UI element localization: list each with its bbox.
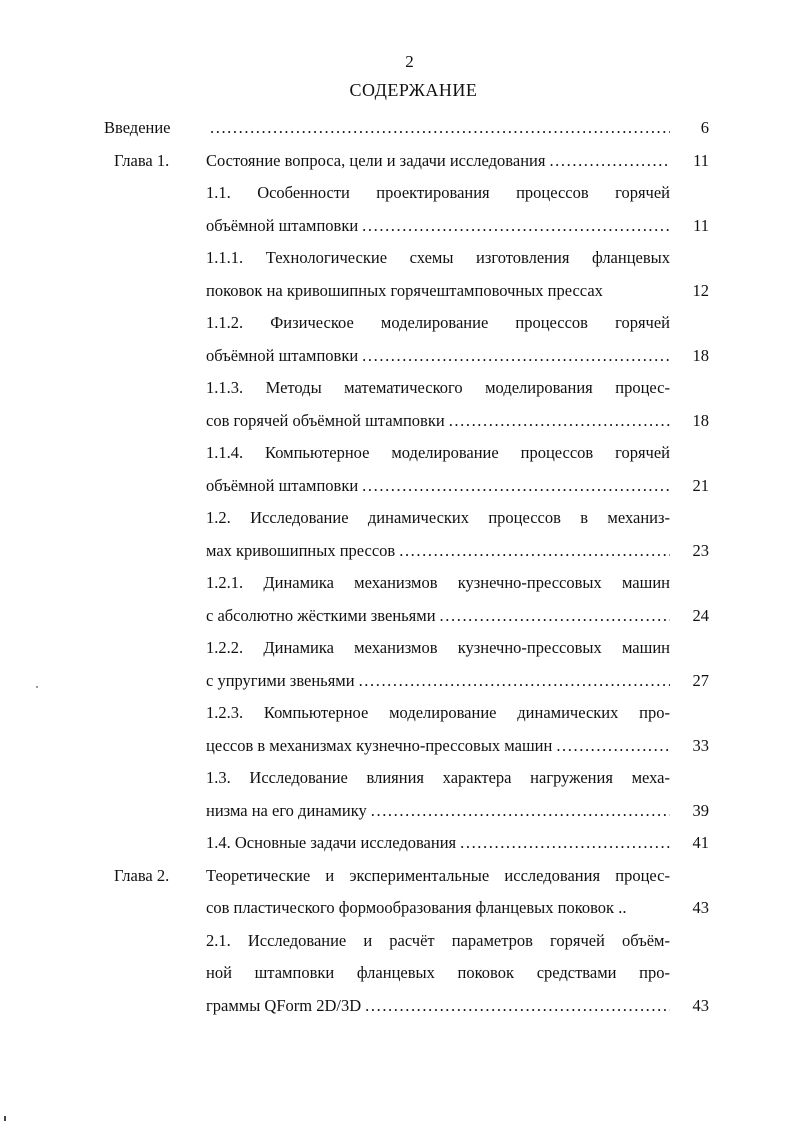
toc-entry-page: 43 — [692, 995, 709, 1015]
toc-entry-page: 11 — [693, 150, 709, 170]
toc-entry — [0, 762, 799, 827]
toc-entry — [0, 827, 799, 860]
toc-entry-text — [206, 925, 670, 1023]
dot-leader — [359, 665, 670, 698]
toc-entry-line: сов пластического формообразования фланцевых поковок .. — [206, 898, 627, 917]
toc-entry-line: 1.1.3. Методы математического моделирования процес- — [206, 378, 670, 397]
toc-entry-text — [206, 632, 670, 697]
toc-entry-label: Глава 2. — [114, 865, 170, 885]
toc-entry-page: 27 — [692, 670, 709, 690]
toc-entry-line: 1.1.1. Технологические схемы изготовления фланцевых — [206, 248, 670, 267]
toc-entry-page: 18 — [692, 345, 709, 365]
toc-entry — [0, 242, 799, 307]
toc-entry-page: 41 — [692, 833, 709, 852]
toc-entry-line: Теоретические и экспериментальные исследования процес- — [206, 865, 670, 885]
toc-entry-text — [206, 242, 670, 307]
dot-leader — [399, 535, 670, 568]
toc-entry-line: мах кривошипных прессов ..... — [206, 535, 670, 568]
toc-entry-page: 6 — [700, 118, 709, 137]
toc-entry-line: Состояние вопроса, цели и задачи исследования ..... — [206, 145, 670, 178]
toc-entry-text — [206, 827, 670, 860]
toc-entry-line — [206, 112, 670, 145]
toc-entry-line: ной штамповки фланцевых поковок средствами про- — [206, 963, 670, 982]
dot-leader — [449, 405, 670, 438]
dot-leader — [362, 210, 670, 243]
dot-leader — [460, 827, 670, 860]
toc-entry-text — [206, 762, 670, 827]
toc-entry — [0, 145, 799, 178]
toc-entry-line: 1.4. Основные задачи исследования ..... — [206, 827, 670, 860]
toc-entry-page: 21 — [692, 475, 709, 495]
toc-entry-page: 43 — [692, 898, 709, 917]
scan-mark — [4, 1116, 6, 1121]
toc-entry — [0, 372, 799, 437]
toc-entry — [0, 307, 799, 372]
toc-entry-line: 1.2.3. Компьютерное моделирование динамических про- — [206, 703, 670, 722]
toc-entry-line: цессов в механизмах кузнечно-прессовых машин ..... — [206, 730, 670, 763]
toc-entry-line: с абсолютно жёсткими звеньями ..... — [206, 600, 670, 633]
toc-entry-text — [206, 437, 670, 502]
page-title: СОДЕРЖАНИЕ — [349, 80, 478, 100]
dot-leader — [371, 795, 670, 828]
page-number: 2 — [405, 52, 414, 71]
toc-entry — [0, 925, 799, 1023]
toc-entry-line: 1.1. Особенности проектирования процессов горячей — [206, 183, 670, 202]
toc-entry-text — [206, 177, 670, 242]
table-of-contents — [0, 112, 799, 1022]
dot-leader — [549, 145, 670, 178]
toc-entry-text — [206, 502, 670, 567]
toc-entry-line: объёмной штамповки ..... — [206, 470, 670, 503]
dot-leader — [440, 600, 670, 633]
dot-leader — [362, 340, 670, 373]
toc-entry — [0, 437, 799, 502]
toc-entry-label: Введение — [104, 118, 171, 137]
dot-leader — [362, 470, 670, 503]
toc-entry-line: объёмной штамповки ..... — [206, 210, 670, 243]
toc-entry-line: с упругими звеньями ..... — [206, 665, 670, 698]
dot-leader — [556, 730, 670, 763]
toc-entry — [0, 860, 799, 925]
toc-entry-line: 1.1.4. Компьютерное моделирование процессов горячей — [206, 443, 670, 462]
toc-entry-line: поковок на кривошипных горячештамповочных прессах — [206, 280, 603, 300]
toc-entry-line: объёмной штамповки ..... — [206, 340, 670, 373]
scan-speck — [36, 686, 38, 688]
toc-entry-text — [206, 372, 670, 437]
toc-entry-text — [206, 307, 670, 372]
toc-entry — [0, 632, 799, 697]
toc-entry-page: 33 — [692, 735, 709, 755]
dot-leader — [210, 112, 670, 145]
toc-entry-line: 2.1. Исследование и расчёт параметров горячей объём- — [206, 930, 670, 950]
toc-entry — [0, 502, 799, 567]
toc-entry-page: 18 — [692, 410, 709, 430]
toc-entry-line: низма на его динамику ..... — [206, 795, 670, 828]
toc-entry-text — [206, 567, 670, 632]
toc-entry — [0, 177, 799, 242]
toc-entry-text — [206, 145, 670, 178]
toc-entry-label: Глава 1. — [114, 150, 170, 170]
toc-entry-page: 23 — [692, 540, 709, 560]
toc-entry-line: 1.2. Исследование динамических процессов в механиз- — [206, 508, 670, 527]
toc-entry-text — [206, 112, 670, 145]
toc-entry-text — [206, 860, 670, 925]
dot-leader — [365, 990, 670, 1023]
toc-entry-page: 12 — [692, 280, 709, 300]
toc-entry-line: 1.1.2. Физическое моделирование процессов горячей — [206, 313, 670, 332]
toc-entry-line: граммы QForm 2D/3D ..... — [206, 990, 670, 1023]
toc-entry-line: 1.3. Исследование влияния характера нагружения меха- — [206, 768, 670, 787]
toc-entry — [0, 567, 799, 632]
toc-entry — [0, 697, 799, 762]
toc-entry-page: 39 — [692, 800, 709, 820]
toc-entry — [0, 112, 799, 145]
toc-entry-line: 1.2.1. Динамика механизмов кузнечно-прессовых машин — [206, 573, 670, 592]
toc-entry-page: 24 — [692, 605, 709, 625]
toc-entry-page: 11 — [693, 215, 709, 235]
toc-entry-line: 1.2.2. Динамика механизмов кузнечно-прессовых машин — [206, 638, 670, 657]
toc-entry-text — [206, 697, 670, 762]
toc-entry-line: сов горячей объёмной штамповки ..... — [206, 405, 670, 438]
